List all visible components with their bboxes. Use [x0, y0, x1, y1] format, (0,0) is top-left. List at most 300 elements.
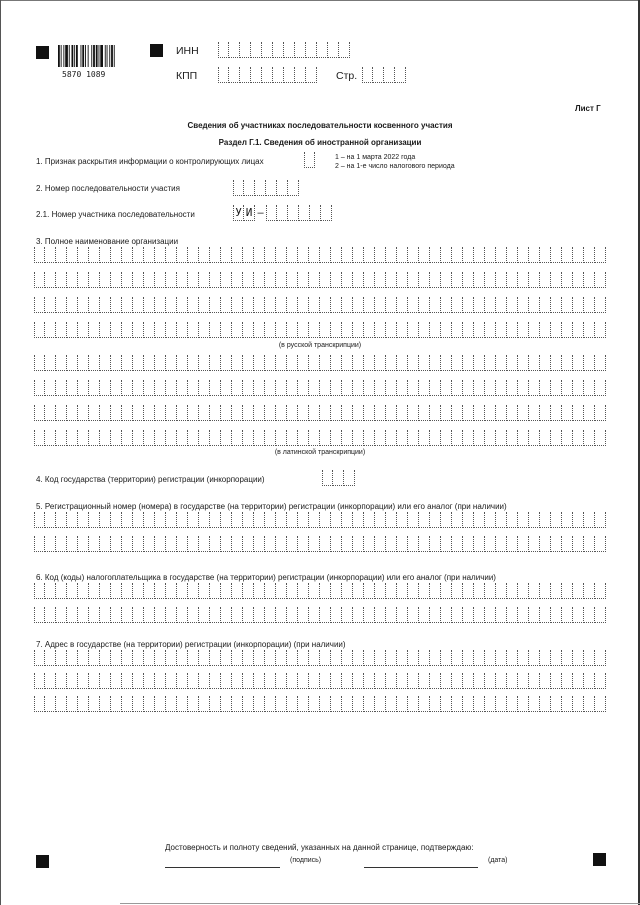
grid-row[interactable]	[34, 405, 606, 421]
input-cell[interactable]	[331, 272, 342, 288]
input-cell[interactable]	[265, 297, 276, 313]
input-cell[interactable]	[331, 297, 342, 313]
input-cell[interactable]	[188, 536, 199, 552]
input-cell[interactable]	[232, 322, 243, 338]
page-number-cells[interactable]	[362, 67, 406, 83]
grid-row[interactable]	[34, 536, 606, 552]
input-cell[interactable]	[276, 512, 287, 528]
input-cell[interactable]	[78, 272, 89, 288]
input-cell[interactable]	[342, 607, 353, 623]
input-cell[interactable]	[78, 512, 89, 528]
input-cell[interactable]	[595, 650, 606, 666]
input-cell[interactable]	[288, 205, 299, 221]
input-cell[interactable]	[518, 355, 529, 371]
input-cell[interactable]	[111, 512, 122, 528]
input-cell[interactable]	[518, 583, 529, 599]
input-cell[interactable]	[298, 650, 309, 666]
input-cell[interactable]	[133, 696, 144, 712]
input-cell[interactable]	[111, 673, 122, 689]
input-cell[interactable]	[386, 405, 397, 421]
input-cell[interactable]	[287, 380, 298, 396]
input-cell[interactable]	[188, 380, 199, 396]
input-cell[interactable]	[67, 405, 78, 421]
input-cell[interactable]	[386, 607, 397, 623]
input-cell[interactable]	[419, 322, 430, 338]
input-cell[interactable]	[408, 430, 419, 446]
input-cell[interactable]	[320, 322, 331, 338]
input-cell[interactable]	[584, 607, 595, 623]
input-cell[interactable]	[122, 355, 133, 371]
input-cell[interactable]	[463, 355, 474, 371]
input-cell[interactable]	[474, 322, 485, 338]
input-cell[interactable]	[353, 536, 364, 552]
input-cell[interactable]	[408, 673, 419, 689]
input-cell[interactable]	[353, 696, 364, 712]
input-cell[interactable]	[34, 297, 45, 313]
input-cell[interactable]	[89, 380, 100, 396]
input-cell[interactable]	[342, 536, 353, 552]
input-cell[interactable]	[551, 607, 562, 623]
input-cell[interactable]	[229, 67, 240, 83]
input-cell[interactable]	[276, 247, 287, 263]
input-cell[interactable]	[496, 272, 507, 288]
input-cell[interactable]	[353, 430, 364, 446]
input-cell[interactable]	[89, 272, 100, 288]
input-cell[interactable]	[199, 607, 210, 623]
input-cell[interactable]	[287, 405, 298, 421]
input-cell[interactable]	[573, 430, 584, 446]
input-cell[interactable]	[364, 247, 375, 263]
input-cell[interactable]	[507, 673, 518, 689]
input-cell[interactable]	[452, 355, 463, 371]
input-cell[interactable]	[551, 405, 562, 421]
input-cell[interactable]	[353, 650, 364, 666]
input-cell[interactable]	[56, 583, 67, 599]
input-cell[interactable]	[397, 536, 408, 552]
input-cell[interactable]	[353, 607, 364, 623]
input-cell[interactable]	[441, 272, 452, 288]
input-cell[interactable]	[133, 583, 144, 599]
input-cell[interactable]	[309, 583, 320, 599]
input-cell[interactable]	[166, 355, 177, 371]
input-cell[interactable]	[133, 380, 144, 396]
input-cell[interactable]	[386, 673, 397, 689]
input-cell[interactable]	[430, 380, 441, 396]
input-cell[interactable]	[298, 272, 309, 288]
input-cell[interactable]	[386, 430, 397, 446]
input-cell[interactable]	[551, 583, 562, 599]
input-cell[interactable]	[430, 247, 441, 263]
input-cell[interactable]	[375, 607, 386, 623]
input-cell[interactable]	[331, 607, 342, 623]
input-cell[interactable]	[100, 607, 111, 623]
input-cell[interactable]	[518, 607, 529, 623]
input-cell[interactable]	[364, 583, 375, 599]
input-cell[interactable]	[56, 272, 67, 288]
input-cell[interactable]	[89, 355, 100, 371]
input-cell[interactable]	[100, 583, 111, 599]
input-cell[interactable]	[166, 673, 177, 689]
input-cell[interactable]	[474, 272, 485, 288]
input-cell[interactable]	[595, 607, 606, 623]
input-cell[interactable]	[89, 673, 100, 689]
input-cell[interactable]	[584, 380, 595, 396]
input-cell[interactable]	[188, 405, 199, 421]
input-cell[interactable]	[397, 322, 408, 338]
input-cell[interactable]	[342, 380, 353, 396]
input-cell[interactable]	[529, 512, 540, 528]
input-cell[interactable]	[67, 430, 78, 446]
input-cell[interactable]	[298, 405, 309, 421]
input-cell[interactable]	[595, 583, 606, 599]
input-cell[interactable]	[441, 512, 452, 528]
input-cell[interactable]	[177, 536, 188, 552]
input-cell[interactable]	[210, 355, 221, 371]
input-cell[interactable]	[496, 650, 507, 666]
input-cell[interactable]	[251, 42, 262, 58]
input-cell[interactable]	[419, 247, 430, 263]
input-cell[interactable]	[540, 512, 551, 528]
input-cell[interactable]	[243, 405, 254, 421]
input-cell[interactable]	[89, 247, 100, 263]
input-cell[interactable]	[573, 405, 584, 421]
input-cell[interactable]	[244, 180, 255, 196]
input-cell[interactable]	[573, 607, 584, 623]
input-cell[interactable]	[573, 355, 584, 371]
input-cell[interactable]	[67, 247, 78, 263]
input-cell[interactable]	[540, 405, 551, 421]
input-cell[interactable]	[265, 607, 276, 623]
input-cell[interactable]	[353, 380, 364, 396]
input-cell[interactable]	[133, 536, 144, 552]
input-cell[interactable]	[452, 607, 463, 623]
input-cell[interactable]	[232, 607, 243, 623]
input-cell[interactable]	[265, 673, 276, 689]
input-cell[interactable]	[309, 673, 320, 689]
input-cell[interactable]	[111, 405, 122, 421]
input-cell[interactable]	[496, 430, 507, 446]
input-cell[interactable]	[232, 696, 243, 712]
input-cell[interactable]	[232, 247, 243, 263]
input-cell[interactable]	[144, 512, 155, 528]
input-cell[interactable]	[485, 607, 496, 623]
input-cell[interactable]	[67, 322, 78, 338]
input-cell[interactable]	[331, 696, 342, 712]
input-cell[interactable]	[309, 380, 320, 396]
input-cell[interactable]	[287, 696, 298, 712]
input-cell[interactable]	[342, 355, 353, 371]
input-cell[interactable]	[262, 67, 273, 83]
input-cell[interactable]	[529, 607, 540, 623]
input-cell[interactable]	[177, 696, 188, 712]
input-cell[interactable]	[540, 673, 551, 689]
input-cell[interactable]	[287, 247, 298, 263]
input-cell[interactable]	[155, 673, 166, 689]
field-1-cells[interactable]	[304, 152, 315, 168]
input-cell[interactable]	[284, 42, 295, 58]
input-cell[interactable]	[144, 583, 155, 599]
input-cell[interactable]	[254, 272, 265, 288]
input-cell[interactable]	[122, 512, 133, 528]
input-cell[interactable]	[45, 297, 56, 313]
date-line[interactable]	[364, 867, 478, 868]
input-cell[interactable]	[254, 536, 265, 552]
input-cell[interactable]	[265, 536, 276, 552]
input-cell[interactable]	[144, 355, 155, 371]
input-cell[interactable]	[232, 512, 243, 528]
input-cell[interactable]	[518, 272, 529, 288]
input-cell[interactable]	[89, 512, 100, 528]
input-cell[interactable]	[221, 405, 232, 421]
input-cell[interactable]	[485, 583, 496, 599]
input-cell[interactable]	[309, 430, 320, 446]
input-cell[interactable]	[474, 673, 485, 689]
input-cell[interactable]	[353, 405, 364, 421]
input-cell[interactable]	[309, 297, 320, 313]
input-cell[interactable]	[573, 650, 584, 666]
input-cell[interactable]	[276, 405, 287, 421]
input-cell[interactable]	[144, 430, 155, 446]
input-cell[interactable]	[67, 650, 78, 666]
input-cell[interactable]	[573, 673, 584, 689]
input-cell[interactable]	[133, 247, 144, 263]
input-cell[interactable]	[295, 42, 306, 58]
input-cell[interactable]	[408, 297, 419, 313]
input-cell[interactable]	[133, 322, 144, 338]
input-cell[interactable]	[540, 536, 551, 552]
input-cell[interactable]	[133, 272, 144, 288]
input-cell[interactable]	[441, 297, 452, 313]
input-cell[interactable]	[441, 405, 452, 421]
input-cell[interactable]	[496, 696, 507, 712]
input-cell[interactable]	[34, 673, 45, 689]
input-cell[interactable]	[529, 430, 540, 446]
input-cell[interactable]	[284, 67, 295, 83]
input-cell[interactable]	[353, 322, 364, 338]
input-cell[interactable]	[518, 322, 529, 338]
grid-row[interactable]	[34, 607, 606, 623]
input-cell[interactable]	[562, 696, 573, 712]
input-cell[interactable]	[67, 696, 78, 712]
input-cell[interactable]	[89, 607, 100, 623]
input-cell[interactable]	[166, 430, 177, 446]
input-cell[interactable]	[485, 297, 496, 313]
input-cell[interactable]	[155, 272, 166, 288]
input-cell[interactable]	[210, 696, 221, 712]
input-cell[interactable]	[496, 380, 507, 396]
input-cell[interactable]	[210, 607, 221, 623]
input-cell[interactable]	[540, 272, 551, 288]
input-cell[interactable]	[507, 297, 518, 313]
input-cell[interactable]	[243, 297, 254, 313]
input-cell[interactable]	[232, 272, 243, 288]
input-cell[interactable]	[100, 355, 111, 371]
input-cell[interactable]	[111, 247, 122, 263]
input-cell[interactable]	[100, 536, 111, 552]
input-cell[interactable]	[111, 536, 122, 552]
input-cell[interactable]	[584, 272, 595, 288]
input-cell[interactable]	[364, 272, 375, 288]
input-cell[interactable]	[573, 380, 584, 396]
input-cell[interactable]	[408, 696, 419, 712]
input-cell[interactable]	[562, 430, 573, 446]
input-cell[interactable]	[199, 322, 210, 338]
input-cell[interactable]	[306, 67, 317, 83]
input-cell[interactable]	[287, 355, 298, 371]
input-cell[interactable]	[254, 430, 265, 446]
input-cell[interactable]	[177, 512, 188, 528]
input-cell[interactable]	[45, 247, 56, 263]
input-cell[interactable]	[265, 272, 276, 288]
input-cell[interactable]	[320, 380, 331, 396]
input-cell[interactable]	[309, 272, 320, 288]
input-cell[interactable]	[133, 355, 144, 371]
input-cell[interactable]	[430, 297, 441, 313]
input-cell[interactable]	[199, 355, 210, 371]
input-cell[interactable]	[331, 536, 342, 552]
input-cell[interactable]	[56, 380, 67, 396]
input-cell[interactable]	[342, 696, 353, 712]
input-cell[interactable]	[199, 650, 210, 666]
input-cell[interactable]	[111, 696, 122, 712]
input-cell[interactable]	[287, 650, 298, 666]
input-cell[interactable]	[485, 405, 496, 421]
input-cell[interactable]	[595, 297, 606, 313]
input-cell[interactable]	[111, 380, 122, 396]
input-cell[interactable]	[496, 297, 507, 313]
input-cell[interactable]	[221, 380, 232, 396]
input-cell[interactable]	[529, 536, 540, 552]
input-cell[interactable]	[584, 512, 595, 528]
input-cell[interactable]	[364, 673, 375, 689]
input-cell[interactable]	[397, 297, 408, 313]
input-cell[interactable]	[529, 247, 540, 263]
input-cell[interactable]	[397, 512, 408, 528]
input-cell[interactable]	[166, 247, 177, 263]
input-cell[interactable]	[155, 607, 166, 623]
input-cell[interactable]	[452, 247, 463, 263]
input-cell[interactable]	[320, 272, 331, 288]
input-cell[interactable]	[122, 430, 133, 446]
input-cell[interactable]	[474, 355, 485, 371]
input-cell[interactable]	[419, 673, 430, 689]
input-cell[interactable]	[265, 430, 276, 446]
input-cell[interactable]	[540, 297, 551, 313]
input-cell[interactable]	[364, 297, 375, 313]
input-cell[interactable]	[287, 512, 298, 528]
input-cell[interactable]	[287, 297, 298, 313]
input-cell[interactable]	[111, 607, 122, 623]
input-cell[interactable]	[441, 355, 452, 371]
input-cell[interactable]	[474, 430, 485, 446]
input-cell[interactable]	[45, 322, 56, 338]
grid-row[interactable]	[34, 380, 606, 396]
input-cell[interactable]	[540, 583, 551, 599]
input-cell[interactable]	[463, 512, 474, 528]
input-cell[interactable]	[595, 380, 606, 396]
input-cell[interactable]	[584, 355, 595, 371]
input-cell[interactable]	[34, 247, 45, 263]
input-cell[interactable]	[518, 650, 529, 666]
input-cell[interactable]	[34, 272, 45, 288]
input-cell[interactable]	[584, 405, 595, 421]
input-cell[interactable]	[155, 405, 166, 421]
input-cell[interactable]	[243, 322, 254, 338]
input-cell[interactable]	[353, 247, 364, 263]
input-cell[interactable]	[78, 297, 89, 313]
input-cell[interactable]	[45, 430, 56, 446]
input-cell[interactable]	[419, 512, 430, 528]
input-cell[interactable]	[573, 583, 584, 599]
input-cell[interactable]	[144, 607, 155, 623]
input-cell[interactable]	[221, 696, 232, 712]
input-cell[interactable]	[144, 405, 155, 421]
input-cell[interactable]	[177, 430, 188, 446]
input-cell[interactable]	[122, 297, 133, 313]
input-cell[interactable]	[529, 380, 540, 396]
input-cell[interactable]	[507, 607, 518, 623]
input-cell[interactable]	[34, 536, 45, 552]
input-cell[interactable]	[45, 380, 56, 396]
input-cell[interactable]	[562, 536, 573, 552]
input-cell[interactable]	[353, 355, 364, 371]
input-cell[interactable]	[551, 297, 562, 313]
input-cell[interactable]	[56, 405, 67, 421]
input-cell[interactable]	[518, 405, 529, 421]
input-cell[interactable]	[67, 355, 78, 371]
input-cell[interactable]	[419, 607, 430, 623]
input-cell[interactable]	[133, 607, 144, 623]
input-cell[interactable]	[240, 42, 251, 58]
input-cell[interactable]	[133, 297, 144, 313]
input-cell[interactable]	[339, 42, 350, 58]
input-cell[interactable]	[298, 607, 309, 623]
input-cell[interactable]	[496, 322, 507, 338]
input-cell[interactable]	[419, 430, 430, 446]
input-cell[interactable]	[328, 42, 339, 58]
input-cell[interactable]	[397, 696, 408, 712]
inn-cells[interactable]	[218, 42, 350, 58]
input-cell[interactable]	[496, 355, 507, 371]
input-cell[interactable]	[331, 380, 342, 396]
input-cell[interactable]	[276, 583, 287, 599]
input-cell[interactable]	[144, 322, 155, 338]
input-cell[interactable]	[67, 583, 78, 599]
input-cell[interactable]	[188, 650, 199, 666]
input-cell[interactable]	[45, 355, 56, 371]
input-cell[interactable]	[298, 583, 309, 599]
input-cell[interactable]	[496, 607, 507, 623]
input-cell[interactable]	[240, 67, 251, 83]
input-cell[interactable]	[430, 696, 441, 712]
input-cell[interactable]	[265, 583, 276, 599]
input-cell[interactable]	[584, 430, 595, 446]
input-cell[interactable]	[562, 607, 573, 623]
input-cell[interactable]	[485, 272, 496, 288]
input-cell[interactable]	[188, 247, 199, 263]
input-cell[interactable]	[386, 355, 397, 371]
input-cell[interactable]	[45, 583, 56, 599]
input-cell[interactable]	[573, 536, 584, 552]
input-cell[interactable]	[100, 297, 111, 313]
input-cell[interactable]	[144, 380, 155, 396]
input-cell[interactable]	[430, 536, 441, 552]
input-cell[interactable]	[34, 430, 45, 446]
input-cell[interactable]	[306, 42, 317, 58]
input-cell[interactable]	[584, 536, 595, 552]
input-cell[interactable]	[56, 607, 67, 623]
input-cell[interactable]	[199, 380, 210, 396]
